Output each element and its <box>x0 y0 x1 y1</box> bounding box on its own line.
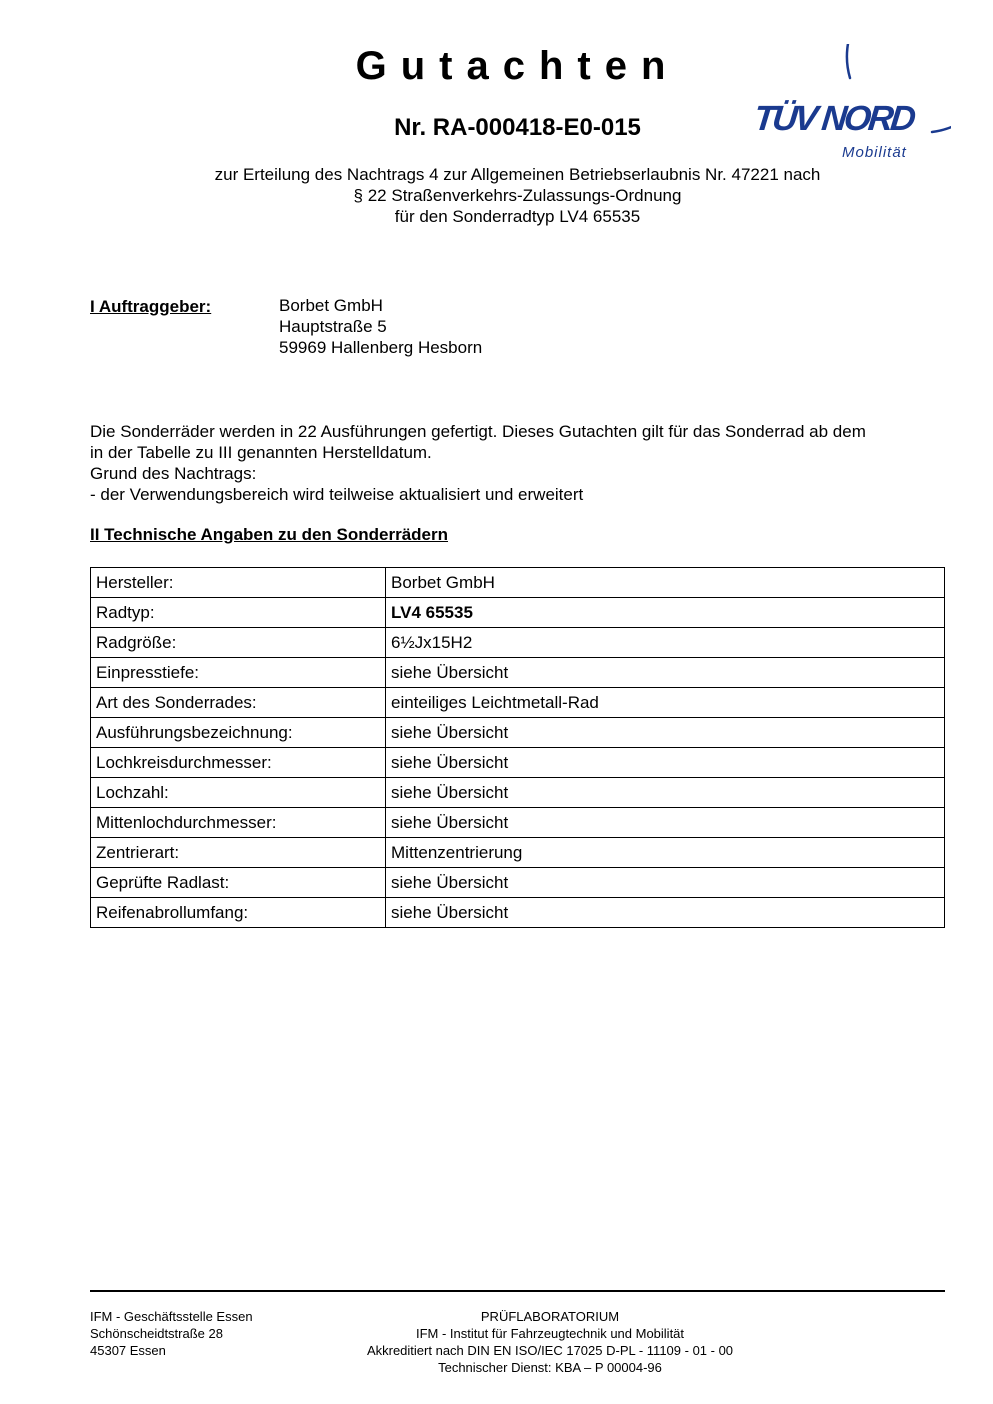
spec-value: 6½Jx15H2 <box>386 628 945 658</box>
document-number: Nr. RA-000418-E0-015 <box>394 114 641 141</box>
spec-value: siehe Übersicht <box>386 868 945 898</box>
intro-line: - der Verwendungsbereich wird teilweise aktualisiert und erweitert <box>90 485 584 504</box>
table-row <box>91 898 945 928</box>
spec-value: siehe Übersicht <box>386 748 945 778</box>
footer-line: Technischer Dienst: KBA – P 00004-96 <box>438 1360 662 1375</box>
table-row <box>91 868 945 898</box>
spec-key: Einpresstiefe: <box>91 658 386 688</box>
client-line: Borbet GmbH <box>279 296 383 315</box>
spec-value: siehe Übersicht <box>386 808 945 838</box>
spec-value: siehe Übersicht <box>386 778 945 808</box>
table-row <box>91 598 945 628</box>
table-row <box>91 778 945 808</box>
spec-key: Zentrierart: <box>91 838 386 868</box>
intro-line: in der Tabelle zu III genannten Herstelldatum. <box>90 443 432 462</box>
footer-lab-info <box>300 1308 800 1376</box>
spec-key: Art des Sonderrades: <box>91 688 386 718</box>
subtitle-line: zur Erteilung des Nachtrags 4 zur Allgemeinen Betriebserlaubnis Nr. 47221 nach <box>214 165 821 184</box>
document-title: Gutachten <box>355 44 680 88</box>
intro-line: Die Sonderräder werden in 22 Ausführungen gefertigt. Dieses Gutachten gilt für das Sonderrad ab dem <box>90 422 866 441</box>
footer-line: PRÜFLABORATORIUM <box>480 1309 620 1324</box>
logo-brand: TÜV NORD <box>752 99 915 138</box>
spec-value: siehe Übersicht <box>386 898 945 928</box>
table-row <box>91 808 945 838</box>
footer-line: Schönscheidtstraße 28 <box>90 1326 223 1341</box>
table-row <box>91 628 945 658</box>
logo-subtitle: Mobilität <box>842 144 907 161</box>
table-row <box>91 658 945 688</box>
intro-line: Grund des Nachtrags: <box>90 464 257 483</box>
spec-key: Lochzahl: <box>91 778 386 808</box>
footer-line: 45307 Essen <box>90 1343 166 1358</box>
spec-key: Reifenabrollumfang: <box>91 898 386 928</box>
spec-key: Hersteller: <box>91 568 386 598</box>
client-address <box>279 295 482 358</box>
table-row <box>91 838 945 868</box>
intro-paragraph <box>90 421 960 505</box>
spec-value: einteiliges Leichtmetall-Rad <box>386 688 945 718</box>
spec-value: Mittenzentrierung <box>386 838 945 868</box>
spec-key: Mittenlochdurchmesser: <box>91 808 386 838</box>
client-line: 59969 Hallenberg Hesborn <box>279 338 483 357</box>
spec-value: LV4 65535 <box>386 598 945 628</box>
spec-value: siehe Übersicht <box>386 718 945 748</box>
footer-line: IFM - Institut für Fahrzeugtechnik und Mobilität <box>415 1326 685 1341</box>
section-heading: II Technische Angaben zu den Sonderrädern <box>90 525 449 544</box>
tuv-nord-logo <box>746 44 951 166</box>
footer-divider <box>90 1290 945 1292</box>
spec-value: Borbet GmbH <box>386 568 945 598</box>
footer-line: Akkreditiert nach DIN EN ISO/IEC 17025 D-PL - 11109 - 01 - 00 <box>366 1343 734 1358</box>
spec-key: Radtyp: <box>91 598 386 628</box>
spec-key: Lochkreisdurchmesser: <box>91 748 386 778</box>
footer-address <box>90 1308 253 1359</box>
spec-value: siehe Übersicht <box>386 658 945 688</box>
subtitle-line: § 22 Straßenverkehrs-Zulassungs-Ordnung <box>353 186 682 205</box>
spec-key: Geprüfte Radlast: <box>91 868 386 898</box>
document-subtitle <box>0 164 993 227</box>
subtitle-line: für den Sonderradtyp LV4 65535 <box>394 207 641 226</box>
table-row <box>91 568 945 598</box>
spec-table <box>90 567 945 928</box>
table-row <box>91 748 945 778</box>
client-label: I Auftraggeber: <box>90 297 212 316</box>
client-line: Hauptstraße 5 <box>279 317 387 336</box>
footer-line: IFM - Geschäftsstelle Essen <box>90 1309 253 1324</box>
table-row <box>91 688 945 718</box>
spec-key: Ausführungsbezeichnung: <box>91 718 386 748</box>
spec-key: Radgröße: <box>91 628 386 658</box>
table-row <box>91 718 945 748</box>
